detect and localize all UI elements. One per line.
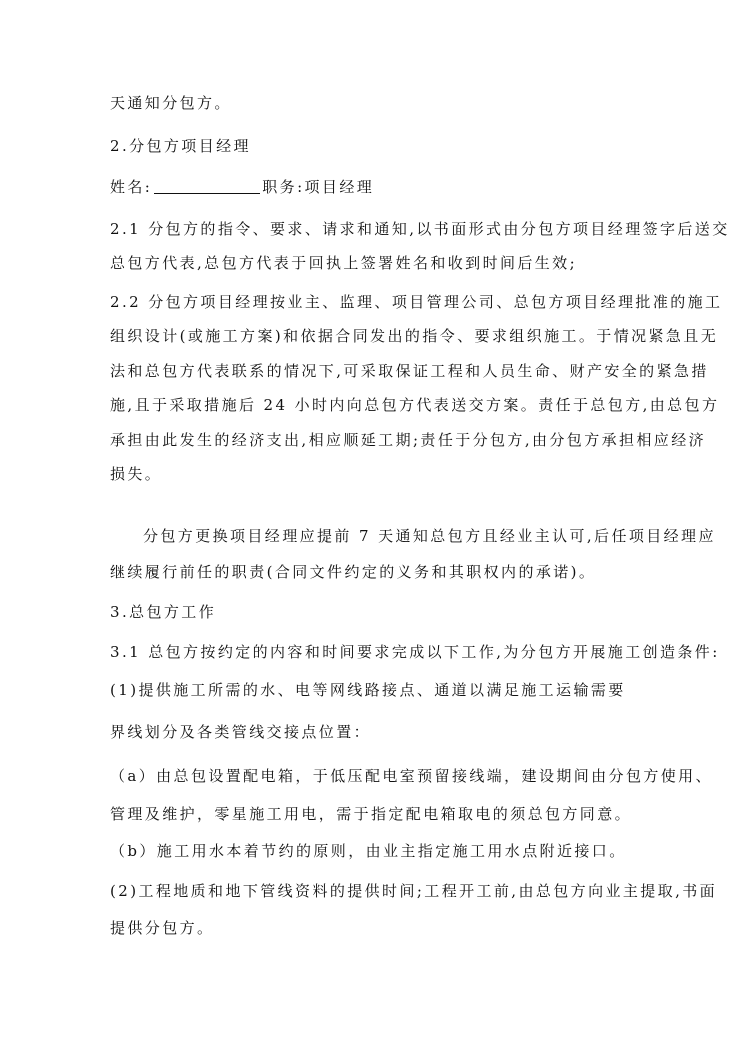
paragraph-line: （b）施工用水本着节约的原则，由业主指定施工用水点附近接口。 <box>110 842 627 860</box>
paragraph-line: 组织设计(或施工方案)和依据合同发出的指令、要求组织施工。于情况紧急且无 <box>110 327 719 345</box>
paragraph-line: 总包方代表,总包方代表于回执上签署姓名和收到时间后生效; <box>110 254 578 272</box>
section-heading: 3.总包方工作 <box>110 603 217 621</box>
paragraph-line: 3.1 总包方按约定的内容和时间要求完成以下工作,为分包方开展施工创造条件: <box>110 643 720 661</box>
paragraph-line: 提供分包方。 <box>110 919 215 937</box>
title-value: 项目经理 <box>304 178 375 196</box>
name-blank-field <box>154 179 260 194</box>
paragraph-line: (2)工程地质和地下管线资料的提供时间;工程开工前,由总包方向业主提取,书面 <box>110 882 718 900</box>
paragraph-line: 继续履行前任的职责(合同文件约定的义务和其职权内的承诺)。 <box>110 563 597 581</box>
name-label: 姓名: <box>110 178 153 196</box>
paragraph-line: 损失。 <box>110 465 163 483</box>
title-label: 职务: <box>262 178 305 196</box>
paragraph-line: 法和总包方代表联系的情况下,可采取保证工程和人员生命、财产安全的紧急措 <box>110 362 709 380</box>
paragraph-line: 施,且于采取措施后 24 小时内向总包方代表送交方案。责任于总包方,由总包方 <box>110 396 720 414</box>
paragraph-line: 界线划分及各类管线交接点位置： <box>110 723 372 741</box>
paragraph-line: 承担由此发生的经济支出,相应顺延工期;责任于分包方,由分包方承担相应经济 <box>110 431 706 449</box>
section-heading: 2.分包方项目经理 <box>110 137 251 155</box>
paragraph-line: （a）由总包设置配电箱，于低压配电室预留接线端，建设期间由分包方使用、 <box>110 767 713 785</box>
paragraph-line: 分包方更换项目经理应提前 7 天通知总包方且经业主认可,后任项目经理应 <box>143 527 716 545</box>
name-title-line <box>110 178 374 196</box>
paragraph-line: (1)提供施工所需的水、电等网线路接点、通道以满足施工运输需要 <box>110 681 626 699</box>
paragraph-line: 管理及维护，零星施工用电，需于指定配电箱取电的须总包方同意。 <box>110 805 633 823</box>
paragraph-line: 2.1 分包方的指令、要求、请求和通知,以书面形式由分包方项目经理签字后送交 <box>110 220 730 238</box>
paragraph-line: 天通知分包方。 <box>110 94 232 112</box>
paragraph-line: 2.2 分包方项目经理按业主、监理、项目管理公司、总包方项目经理批准的施工 <box>110 293 723 311</box>
